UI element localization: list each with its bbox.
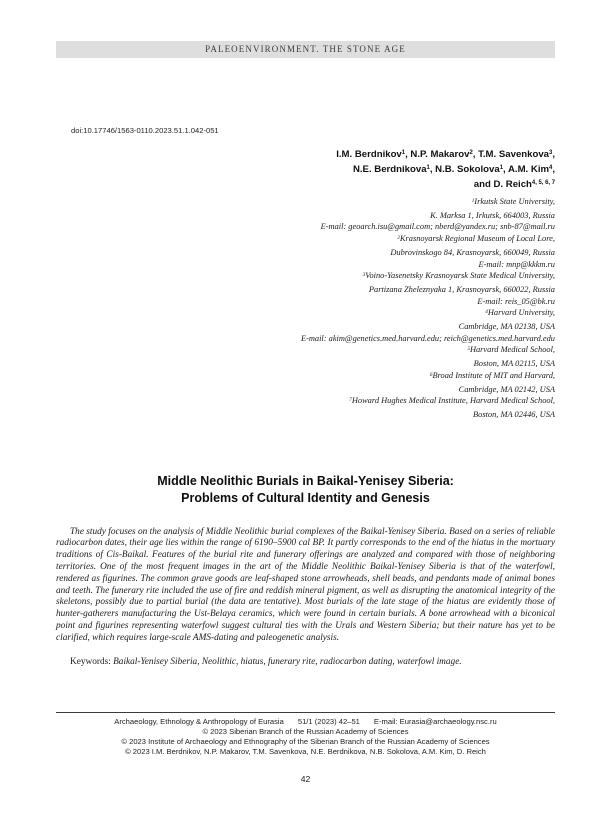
- affiliation-line: $^2$Krasnoyarsk Regional Museum of Local Lore,: [397, 234, 555, 244]
- affiliation-line: $^3$Voino-Yasenetsky Krasnoyarsk State Medical University,: [362, 271, 555, 281]
- affiliation-line: Boston, MA 02115, USA: [473, 359, 555, 369]
- affiliation-line: E-mail: geoarch.isu@gmail.com; nberd@yandex.ru; snb-87@mail.ru: [320, 222, 555, 232]
- affiliation-line: Cambridge, MA 02138, USA: [458, 322, 555, 332]
- footer-issue-info: 51/1 (2023) 42–51: [297, 717, 360, 726]
- authors-line: I.M. Berdnikov$^1$, N.P. Makarov$^2$, T.M. Savenkova$^3$,: [336, 149, 555, 160]
- affiliation-line: Boston, MA 02446, USA: [473, 409, 555, 419]
- authors-line: N.E. Berdnikova$^1$, N.B. Sokolova$^1$, A.M. Kim$^4$,: [352, 164, 555, 175]
- affiliation-line: E-mail: mnp@kkkm.ru: [478, 259, 555, 269]
- affiliation-line: $^4$Harvard University,: [485, 308, 555, 318]
- affiliation-line: $^1$Irkutsk State University,: [471, 197, 555, 206]
- affiliation-line: Dubrovinskogo 84, Krasnoyarsk, 660049, Russia: [390, 247, 555, 257]
- affiliation-line: E-mail: akim@genetics.med.harvard.edu; reich@genetics.med.harvard.edu: [300, 333, 555, 343]
- affiliation-line: $^5$Harvard Medical School,: [467, 345, 555, 355]
- journal-footer: [56, 712, 555, 757]
- affiliation-line: K. Marksa 1, Irkutsk, 664003, Russia: [430, 210, 555, 220]
- footer-email: E-mail: Eurasia@archaeology.nsc.ru: [373, 717, 497, 726]
- keywords-line: [56, 657, 555, 669]
- keywords-text: Baikal-Yenisey Siberia, Neolithic, hiatus, funerary rite, radiocarbon dating, waterfowl image.: [110, 656, 462, 667]
- doi-line: doi:10.17746/1563-0110.2023.51.1.042-051: [71, 126, 219, 135]
- abstract-paragraph: The study focuses on the analysis of Middle Neolithic burial complexes of the Baikal-Yenisey Siberia. Based on a series of reliable radiocarbon dates, their age lies within the range of 6190–5900 cal BP. It partly corresponds to the end of the hiatus in the mortuary traditions of Cis-Baikal. Features of the burial rite and funerary offerings are analyzed and compared with those of neighboring territories. One of the most frequent images in the art of the Middle Neolithic Baikal-Yenisey Siberia is that of the waterfowl, rendered as figurines. The common grave goods are leaf-shaped stone arrowheads, shell beads, and pendants made of animal bones and teeth. The funerary rite included the use of fire and reddish mineral pigment, as well as disrupting the anatomical integrity of the skeletons, possibly due to partial burial (the data are tentative). Most burials of the late stage of the hiatus are evidently those of hunter-gatherers manufacturing the Ust-Belaya ceramics, which were found in certain burials. A bone arrowhead with a biconical point and figurines representing waterfowl suggest cultural ties with the Urals and Western Siberia; but their nature has yet to be clarified, which requires large-scale AMS-dating and paleogenetic analysis.: [56, 526, 555, 643]
- affiliation-line: Partizana Zheleznyaka 1, Krasnoyarsk, 660022, Russia: [368, 284, 555, 294]
- footer-copyright-branch: © 2023 Siberian Branch of the Russian Academy of Sciences: [202, 726, 409, 736]
- page-content: [56, 41, 555, 668]
- affiliation-line: $^6$Broad Institute of MIT and Harvard,: [429, 370, 555, 380]
- page-number: 42: [300, 774, 311, 784]
- footer-line-journal-info: [56, 717, 555, 727]
- section-header-label: PALEOENVIRONMENT. THE STONE AGE: [205, 44, 406, 54]
- affiliation-line: Cambridge, MA 02142, USA: [458, 384, 555, 394]
- article-title: [56, 473, 555, 507]
- footer-copyright-authors: © 2023 I.M. Berdnikov, N.P. Makarov, T.M. Savenkova, N.E. Berdnikova, N.B. Sokolova, A.M. Kim, D. Reich: [125, 746, 486, 756]
- footer-journal-name: Archaeology, Ethnology & Anthropology of Eurasia: [114, 717, 284, 726]
- article-title-line-2: Problems of Cultural Identity and Genesis: [181, 490, 430, 505]
- section-header-bar: [56, 41, 555, 58]
- affiliations-block: [56, 196, 555, 421]
- keywords-label: Keywords:: [70, 656, 111, 667]
- article-title-line-1: Middle Neolithic Burials in Baikal-Yenisey Siberia:: [157, 473, 454, 488]
- authors-block: [56, 148, 555, 193]
- affiliation-line: E-mail: reis_05@bk.ru: [477, 296, 555, 306]
- authors-line: and D. Reich$^{4, 5, 6, 7}$: [473, 179, 555, 190]
- footer-copyright-institute: © 2023 Institute of Archaeology and Ethnography of the Siberian Branch of the Russian Academy of Sciences: [121, 736, 490, 746]
- affiliation-line: $^7$Howard Hughes Medical Institute, Harvard Medical School,: [349, 396, 555, 406]
